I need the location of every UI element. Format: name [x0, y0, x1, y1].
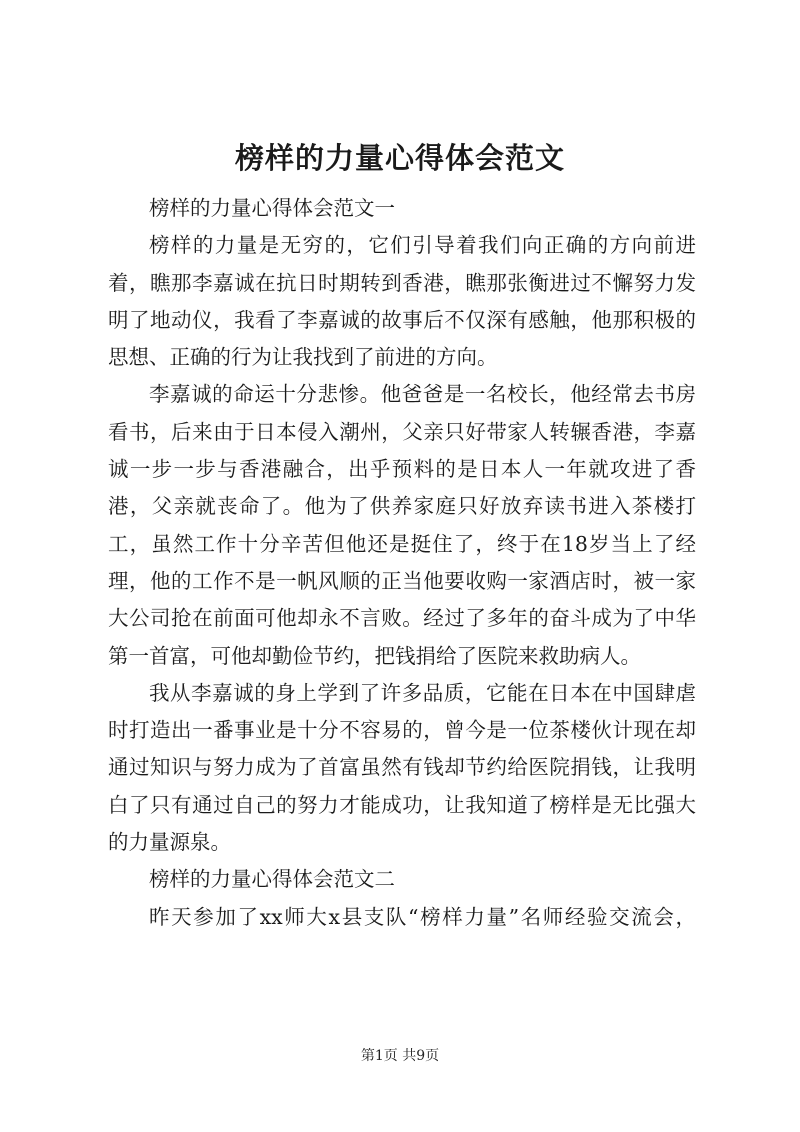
section-heading-1: 榜样的力量心得体会范文一: [149, 196, 395, 220]
paragraph-4: 昨天参加了xx师大x县支队“榜样力量”名师经验交流会，: [149, 904, 696, 929]
document-title: 榜样的力量心得体会范文: [234, 141, 565, 175]
section-heading-2: 榜样的力量心得体会范文二: [149, 867, 395, 892]
document-body: [108, 190, 696, 936]
paragraph-3: 我从李嘉诚的身上学到了许多品质，它能在日本在中国肆虐时打造出一番事业是十分不容易的，曾今是一位茶楼伙计现在却通过知识与努力成为了首富虽然有钱却节约给医院捐钱，让我明白了只有通过自己的努力才能成功，让我知道了榜样是无比强大的力量源泉。: [108, 680, 696, 855]
paragraph-1: 榜样的力量是无穷的，它们引导着我们向正确的方向前进着，瞧那李嘉诚在抗日时期转到香港，瞧那张衡进过不懈努力发明了地动仪，我看了李嘉诚的故事后不仅深有感触，他那积极的思想、正确的行为让我找到了前进的方向。: [108, 233, 696, 370]
paragraph-2: 李嘉诚的命运十分悲惨。他爸爸是一名校长，他经常去书房看书，后来由于日本侵入潮州，父亲只好带家人转辗香港，李嘉诚一步一步与香港融合，出乎预料的是日本人一年就攻进了香港，父亲就丧命了。他为了供养家庭只好放弃读书进入茶楼打工，虽然工作十分辛苦但他还是挺住了，终于在18岁当上了经理，他的工作不是一帆风顺的正当他要收购一家酒店时，被一家大公司抢在前面可他却永不言败。经过了多年的奋斗成为了中华第一首富，可他却勤俭节约，把钱捐给了医院来救助病人。: [108, 382, 696, 668]
page-number-footer: 第1页 共9页: [360, 1048, 440, 1064]
